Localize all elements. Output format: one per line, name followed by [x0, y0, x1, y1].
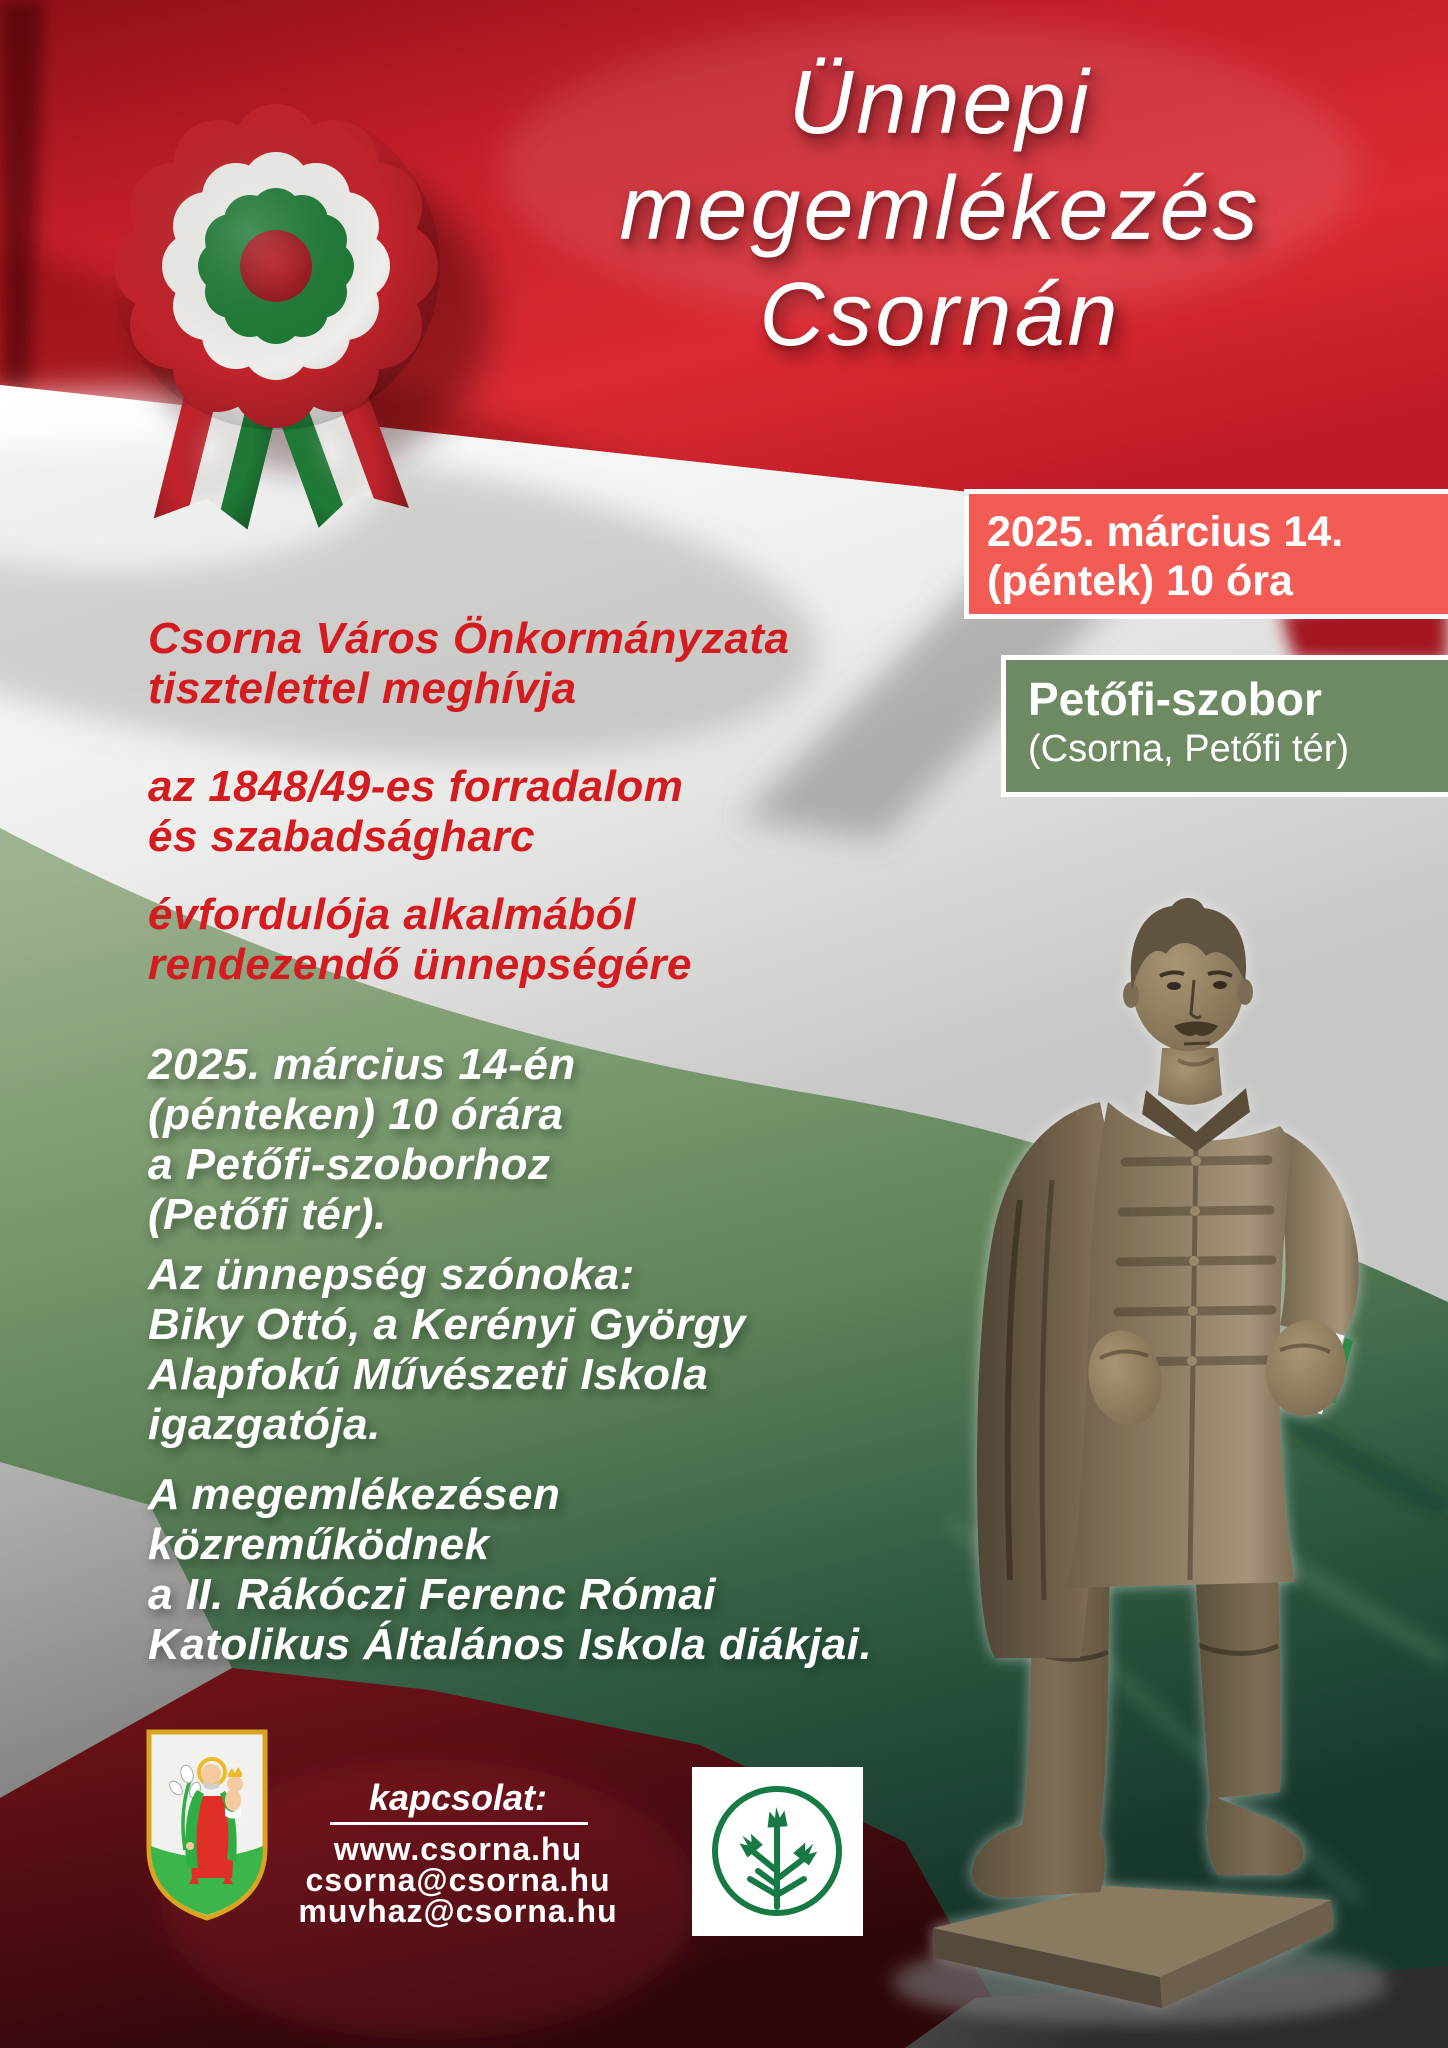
text-line: a Petőfi-szoborhoz	[148, 1140, 551, 1189]
text-line: Katolikus Általános Iskola diákjai.	[148, 1620, 873, 1669]
date-badge-line2: (péntek) 10 óra	[987, 557, 1293, 605]
date-badge-line1: 2025. március 14.	[987, 508, 1344, 556]
title-line: megemlékezés	[619, 159, 1261, 259]
email-link-csorna[interactable]: csorna@csorna.hu	[305, 1862, 611, 1898]
text-line: az 1848/49-es forradalom	[148, 762, 684, 811]
text-line: rendezendő ünnepségére	[148, 940, 693, 989]
text-line: (pénteken) 10 órára	[148, 1090, 564, 1139]
text-line: évfordulója alkalmából	[148, 890, 636, 939]
contributors-paragraph	[148, 1470, 1048, 1670]
location-badge-line2: (Csorna, Petőfi tér)	[1028, 728, 1349, 770]
text-line: Csorna Város Önkormányzata	[148, 614, 790, 663]
invitation-paragraph-1	[148, 614, 1048, 714]
title-line: Ünnepi	[788, 53, 1092, 153]
text-line: 2025. március 14-én	[148, 1040, 576, 1089]
invitation-paragraph-3	[148, 890, 1048, 990]
date-badge	[964, 489, 1448, 619]
location-badge-line1: Petőfi-szobor	[1028, 673, 1322, 725]
contact-links	[230, 1831, 686, 1929]
text-line: a II. Rákóczi Ferenc Római	[148, 1570, 717, 1619]
text-line: közreműködnek	[148, 1520, 490, 1569]
website-link[interactable]: www.csorna.hu	[333, 1831, 583, 1867]
contact-label: kapcsolat:	[368, 1777, 548, 1818]
title-line: Csornán	[759, 265, 1121, 365]
contact-divider	[330, 1822, 588, 1825]
text-line: A megemlékezésen	[148, 1470, 561, 1519]
text-line: és szabadságharc	[148, 812, 536, 861]
text-line: (Petőfi tér).	[148, 1190, 387, 1239]
text-line: Biky Ottó, a Kerényi György	[148, 1300, 746, 1349]
text-line: tisztelettel meghívja	[148, 664, 577, 713]
speaker-paragraph	[148, 1250, 1048, 1450]
page-title	[560, 50, 1320, 368]
invitation-paragraph-2	[148, 762, 1048, 862]
location-badge	[1001, 655, 1448, 797]
datetime-paragraph	[148, 1040, 1048, 1240]
text-line: Alapfokú Művészeti Iskola	[148, 1350, 709, 1399]
email-link-muvhaz[interactable]: muvhaz@csorna.hu	[298, 1893, 618, 1929]
text-line: igazgatója.	[148, 1400, 381, 1449]
culture-center-flower-logo-icon	[692, 1767, 863, 1936]
text-line: Az ünnepség szónoka:	[148, 1250, 635, 1299]
